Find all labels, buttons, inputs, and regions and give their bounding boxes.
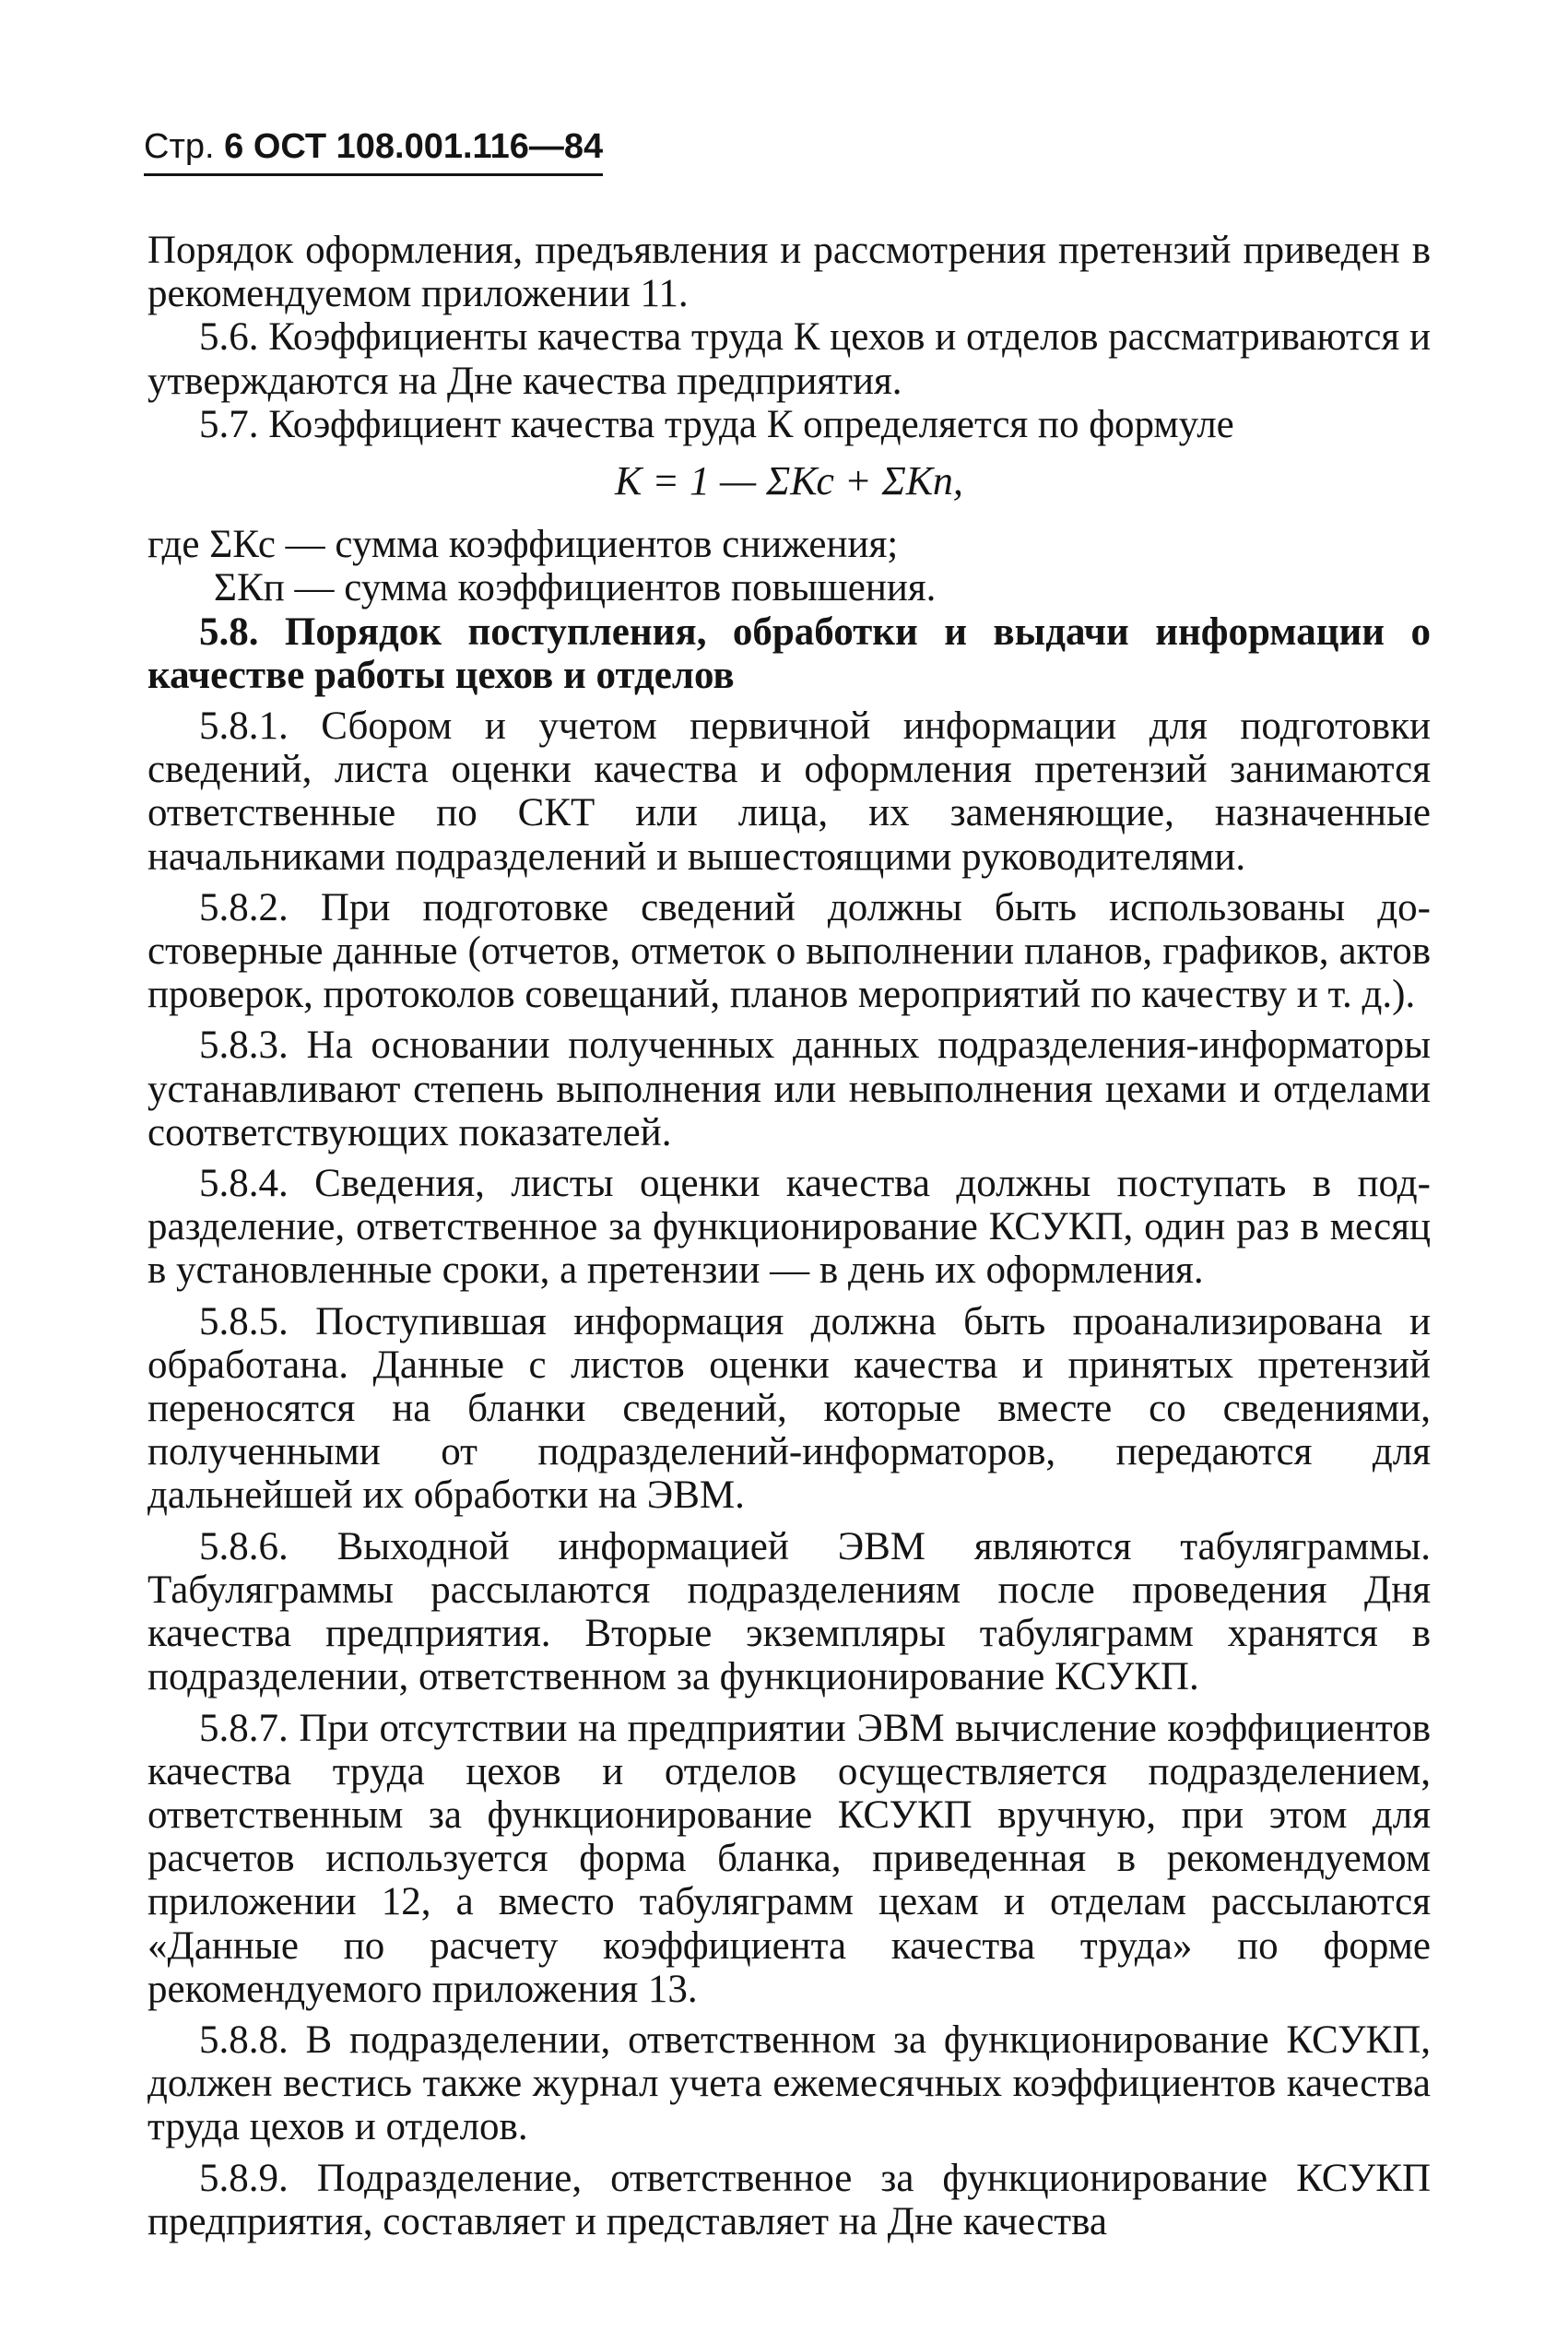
paragraph-5-8-7: 5.8.7. При отсутствии на предприятии ЭВМ вычисление коэффициентов качества труда цехов и отделов осуществляется подразделением, ответственным за функционирование КСУКП вручную, при этом для расчетов используется форма бланка, приведенная в рекомендуемом приложении 12, а вместо табуляграмм цехам и отделам рассылаются «Данные по расчету коэффициента качества труда» по форме рекомендуемого приложения 13. — [147, 1706, 1431, 2011]
paragraph-5-8-8: 5.8.8. В подразделении, ответственном за функционирование КСУКП, должен вестись также журнал учета ежемесячных коэффициентов качества труда цехов и отделов. — [147, 2017, 1431, 2149]
page-body — [147, 229, 1431, 2243]
page-number: 6 — [224, 127, 244, 166]
paragraph-5-8-3: 5.8.3. На основании полученных данных подразделения-информаторы устанавливают степень выполнения или невыполнения цехами и отделами соответствующих показателей. — [147, 1024, 1431, 1154]
document-code: ОСТ 108.001.116—84 — [253, 127, 604, 166]
paragraph-5-8-6: 5.8.6. Выходной информацией ЭВМ являются табуляграммы. Табуляграммы рассылаются подразделениям после проведения Дня качества предприятия. Вторые экземпляры табуляграмм хранятся в подразделении, ответственном за функционирование КСУКП. — [147, 1524, 1431, 1699]
section-heading-5-8: 5.8. Порядок поступления, обработки и выдачи информации о качестве работы цехов и отделов — [147, 609, 1431, 697]
paragraph-intro: Порядок оформления, предъявления и рассмотрения претензий приведен в рекомендуемом приложении 11. — [147, 229, 1431, 316]
where-definition-2: ΣКп — сумма коэффициентов повышения. — [214, 566, 937, 610]
paragraph-5-6: 5.6. Коэффициенты качества труда К цехов и отделов рассматриваются и утверждаются на Дне качества предприятия. — [147, 315, 1431, 403]
page-header — [144, 125, 603, 176]
where-clause — [147, 523, 1431, 609]
paragraph-5-8-2: 5.8.2. При подготовке сведений должны быть использованы достоверные данные (отчетов, отметок о выполнении планов, графиков, актов проверок, протоколов совещаний, планов мероприятий по качеству и т. д.). — [147, 885, 1431, 1017]
where-definition-1: где ΣКс — сумма коэффициентов снижения; — [147, 523, 899, 567]
formula-text: К = 1 — ΣКс + ΣКп, — [615, 458, 963, 504]
paragraph-5-8-1: 5.8.1. Сбором и учетом первичной информации для подготовки сведений, листа оценки качества и оформления претензий занимаются ответственные по СКТ или лица, их заменяющие, назначенные начальниками подразделений и вышестоящими руководителями. — [147, 704, 1431, 879]
page-prefix: Стр. — [144, 127, 215, 166]
paragraph-5-7: 5.7. Коэффициент качества труда К определяется по формуле — [199, 402, 1234, 446]
paragraph-5-8-9: 5.8.9. Подразделение, ответственное за функционирование КСУКП предприятия, составляет и представляет на Дне качества — [147, 2156, 1431, 2243]
paragraph-5-8-4: 5.8.4. Сведения, листы оценки качества должны поступать в подразделение, ответственное за функционирование КСУКП, один раз в месяц в установленные сроки, а претензии — в день их оформления. — [147, 1162, 1431, 1293]
formula — [147, 459, 1431, 503]
paragraph-5-8-5: 5.8.5. Поступившая информация должна быть проанализирована и обработана. Данные с листов оценки качества и принятых претензий переносятся на бланки сведений, которые вместе со сведениями, полученными от подразделений-информаторов, передаются для дальнейшей их обработки на ЭВМ. — [147, 1299, 1431, 1518]
